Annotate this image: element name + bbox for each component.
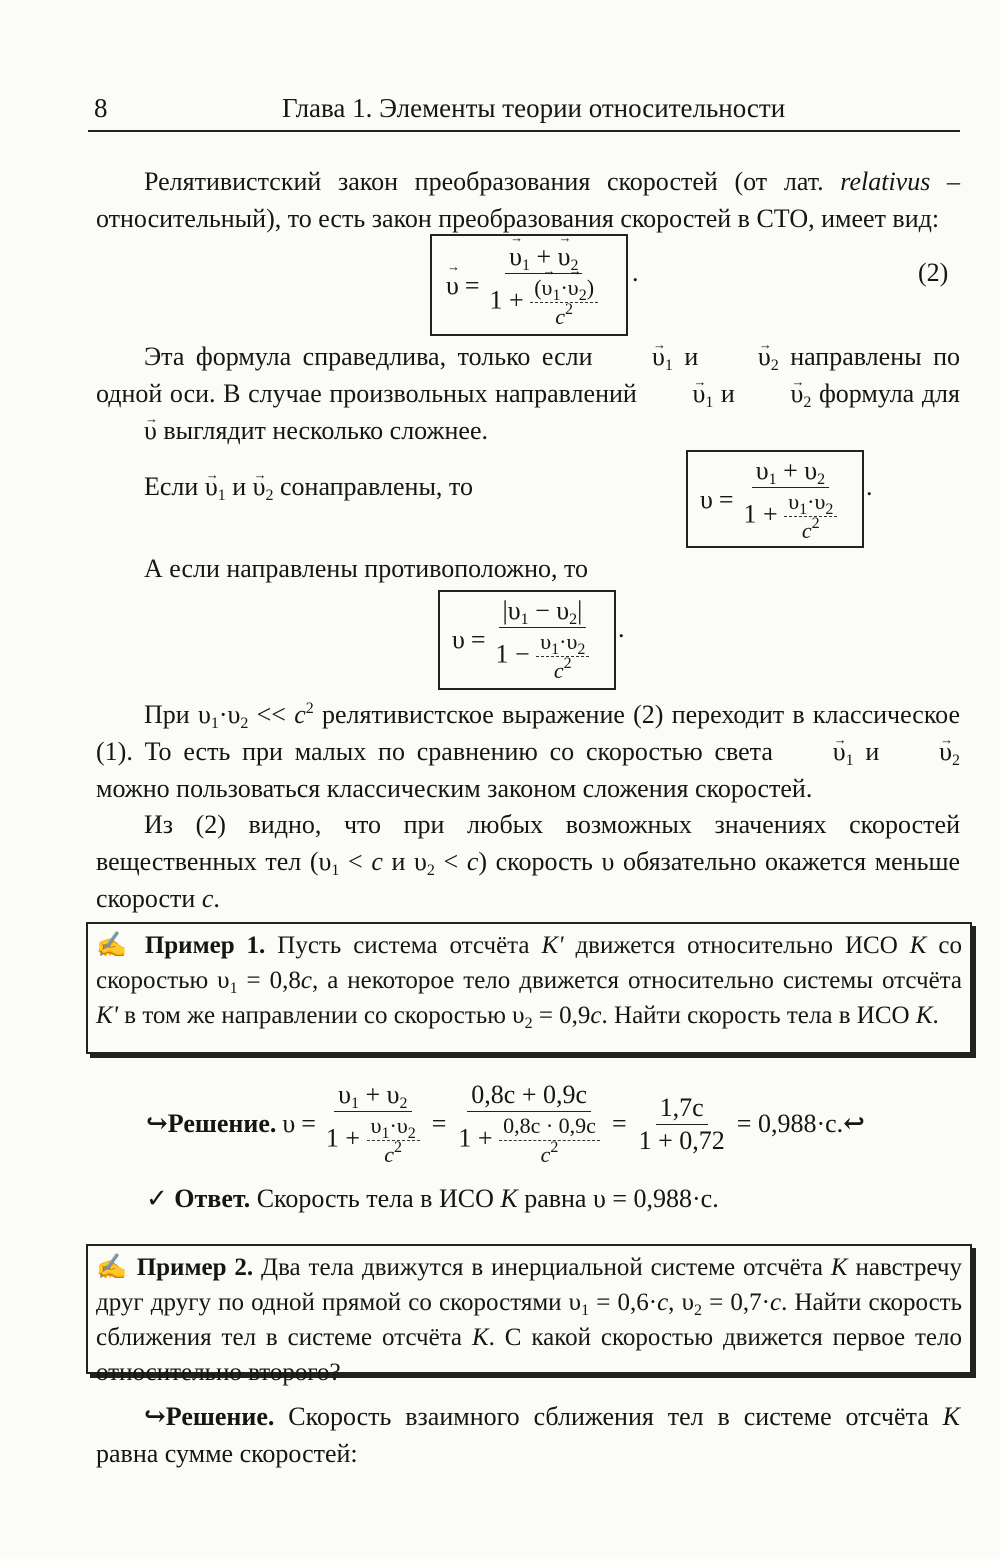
chapter-title: Глава 1. Элементы теории относительности [282, 93, 786, 123]
paragraph-opposite: А если направлены противоположно, то [144, 554, 589, 583]
formula-opposite-period: . [618, 614, 625, 643]
formula-2-box: → υ = → $\upsilon_1$ + → $\upsilon_2$ 1 + $\frac{(\to \upsilon_1\cdot\to \upsilon_2)}{c^2}$ [430, 234, 628, 336]
example-1-title: Пример 1. [144, 932, 266, 959]
solution-1-label: Решение. [167, 1109, 277, 1138]
formula-2-period: . [632, 258, 639, 287]
formula-codirected-period: . [866, 472, 873, 501]
paragraph-validity: Эта формула справедлива, только если → $\upsilon_1$ $и \to \upsilon_2$ направлены по одной оси. В случае произвольных направлений → $\upsilon_1$ $и \to \upsilon_2$ формула для → υ выглядит несколько сложнее. [96, 338, 960, 449]
formula-codirected-box: υ = $\upsilon_1 + \upsilon_2$ 1 + $\frac{\upsilon_1\cdot\upsilon_2}{c^2}$ [686, 450, 864, 548]
example-2-box: ✍ Пример 2. Два тела движутся в инерциальной системе отсчёта K навстречу друг другу по одной прямой со скоростями $\upsilon_1 = 0,6\cdot c$, $\upsilon_2 = 0,7\cdot c$. Найти скорость сближения тел в системе отсчёта K. С какой скоростью движется первое тело относительно второго? [86, 1244, 972, 1374]
equation-number: (2) [918, 258, 949, 287]
example-1-box: ✍ Пример 1. Пусть система отсчёта K' движется относительно ИСО K со скоростью $\upsilon_1 = 0,8c$, а некоторое тело движется относительно системы отсчёта K' в том же направлении со скоростью $\upsilon_2 = 0,9c$. Найти скорость тела в ИСО K. [86, 922, 972, 1054]
pencil-icon: ✍ [96, 932, 133, 959]
solution-2: ↪Решение. Скорость взаимного сближения тел в системе отсчёта K равна сумме скоростей: [96, 1402, 960, 1468]
pencil-icon: ✍ [96, 1254, 129, 1281]
page-number: 8 [94, 93, 108, 123]
check-icon: ✓ [146, 1184, 168, 1213]
paragraph-codirected: Если → $\upsilon_1$ $и \to \upsilon_2$ сонаправлены, то [144, 468, 473, 505]
paragraph-velocity-law: Релятивистский закон преобразования скоростей (от лат. relativus – относительный), то есть закон преобразования скоростей в СТО, имеет вид: [96, 167, 961, 233]
paragraph-classical-limit: При $\upsilon_1\cdot\upsilon_2 << c^2$ релятивистское выражение (2) переходит в классическое (1). То есть при малых по сравнению со скоростью света → $\upsilon_1$ $и \to \upsilon_2$ можно пользоваться классическим законом сложения скоростей. [96, 696, 960, 807]
solution-1: ↪ Решение. υ = $\upsilon_1 + \upsilon_2$ 1 + $\frac{\upsilon_1\cdot\upsilon_2}{c^2}$ = 0,8c + 0,9c 1 + $\frac{0,8c \cdot 0,9c}{c^2}$ = $\frac{1,7c}{1 + 0,72}$ = 0,988·c. ↩ [146, 1080, 865, 1167]
paragraph-speed-limit: Из (2) видно, что при любых возможных значениях скоростей вещественных тел ($\upsilon_1 < c$ и $\upsilon_2 < c$) скорость υ обязательно окажется меньше скорости c. [96, 810, 961, 913]
answer-1: ✓ Ответ. Скорость тела в ИСО K равна υ = 0,988·c. [146, 1184, 719, 1213]
solution-arrow-icon: ↪ [146, 1109, 168, 1138]
solution-end-icon: ↩ [843, 1109, 865, 1138]
formula-opposite-box: υ = $|\upsilon_1 - \upsilon_2|$ 1 − $\frac{\upsilon_1\cdot\upsilon_2}{c^2}$ [438, 590, 616, 690]
example-2-title: Пример 2. [136, 1254, 254, 1281]
header-rule [88, 130, 960, 132]
solution-arrow-icon: ↪ [144, 1402, 166, 1431]
